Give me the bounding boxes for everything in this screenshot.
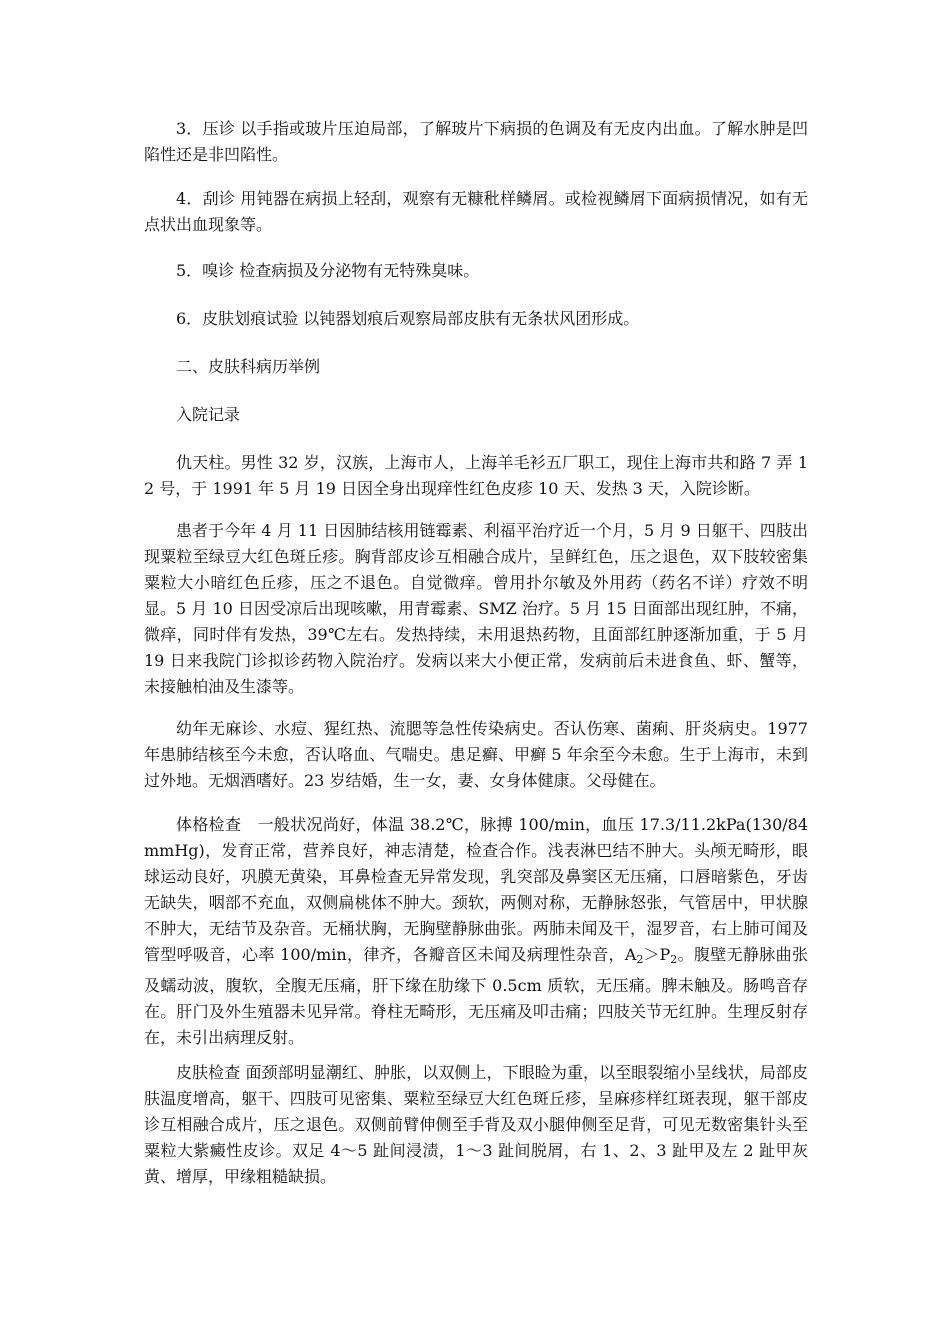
greater-than-sign: ＞: [643, 945, 660, 964]
heart-sound-p-subscript: 2: [670, 953, 678, 966]
paragraph-present-illness: 患者于今年 4 月 11 日因肺结核用链霉素、利福平治疗近一个月，5 月 9 日躯干、四肢出现粟粒至绿豆大红色斑丘疹。胸背部皮诊互相融合成片，呈鲜红色，压之退色，双下肢较密集粟粒大小暗红色丘疹，压之不退色。自觉微痒。曾用扑尔敏及外用药（药名不详）疗效不明显。5 月 10 日因受凉后出现咳嗽，用青霉素、SMZ 治疗。5 月 15 日面部出现红肿，不痛，微痒，同时伴有发热，39℃左右。发热持续，未用退热药物，且面部红肿逐渐加重，于 5 月 19 日来我院门诊拟诊药物入院治疗。发病以来大小便正常，发病前后未进食鱼、虾、蟹等，未接触柏油及生漆等。: [144, 521, 808, 696]
paragraph-patient-info: 仇天柱。男性 32 岁，汉族，上海市人，上海羊毛衫五厂职工，现住上海市共和路 7 弄 12 号，于 1991 年 5 月 19 日因全身出现痒性红色皮疹 10 天、发热 3 天，入院诊断。: [144, 453, 808, 498]
paragraph-skin-exam: 皮肤检查 面颈部明显潮红、肿胀，以双侧上，下眼睑为重，以至眼裂缩小呈线状，局部皮肤温度增高，躯干、四肢可见密集、粟粒至绿豆大红色斑丘疹，呈麻疹样红斑表现，躯干部皮诊互相融合成片，压之退色。双侧前臂伸侧至手背及双小腿伸侧至足背，可见无数密集针头至粟粒大紫癜性皮诊。双足 4～5 趾间浸渍，1～3 趾间脱屑，右 1、2、3 趾甲及左 2 趾甲灰黄、增厚，甲缘粗糙缺损。: [144, 1063, 808, 1186]
section-heading-admission-record: 入院记录: [176, 405, 241, 424]
paragraph-dermographism-test: 6．皮肤划痕试验 以钝器划痕后观察局部皮肤有无条状风团形成。: [176, 309, 640, 328]
paragraph-scraping-exam: 4．刮诊 用钝器在病损上轻刮，观察有无糠秕样鳞屑。或检视鳞屑下面病损情况，如有无点状出血现象等。: [144, 189, 808, 234]
paragraph-past-history: 幼年无麻诊、水痘、猩红热、流腮等急性传染病史。否认伤寒、菌痢、肝炎病史。1977 年患肺结核至今未愈，否认咯血、气喘史。患足癣、甲癣 5 年余至今未愈。生于上海市，未到过外地。无烟酒嗜好。23 岁结婚，生一女，妻、女身体健康。父母健在。: [144, 719, 808, 790]
physical-exam-text-1: 体格检查 一般状况尚好，体温 38.2℃，脉搏 100/min，血压 17.3/11.2kPa(130/84mmHg)，发育正常，营养良好，神志清楚，检查合作。浅表淋巴结不肿大。头颅无畸形，眼球运动良好，巩膜无黄染，耳鼻检查无异常发现，乳突部及鼻窦区无压痛，口唇暗紫色，牙齿无缺失，咽部不充血，双侧扁桃体不肿大。颈软，两侧对称，无静脉怒张，气管居中，甲状腺不肿大，无结节及杂音。无桶状胸，无胸壁静脉曲张。两肺未闻及干，湿罗音，右上肺可闻及管型呼吸音，心率 100/min，律齐，各瓣音区未闻及病理性杂音，: [144, 815, 808, 964]
paragraph-physical-exam: [144, 812, 808, 1051]
physical-exam-text-2: 。腹壁无静脉曲张及蠕动波，腹软，全腹无压痛，肝下缘在肋缘下 0.5cm 质软，无压痛。脾未触及。肠鸣音存在。肝门及外生殖器未见异常。脊柱无畸形，无压痛及叩击痛；四肢关节无红肿。生理反射存在，未引出病理反射。: [144, 945, 808, 1047]
heart-sound-a: A: [624, 945, 637, 964]
heart-sound-p: P: [659, 945, 671, 964]
heart-sound-a-subscript: 2: [636, 953, 644, 966]
paragraph-smell-exam: 5．嗅诊 检查病损及分泌物有无特殊臭味。: [176, 261, 480, 280]
paragraph-pressure-exam: 3．压诊 以手指或玻片压迫局部，了解玻片下病损的色调及有无皮内出血。了解水肿是凹陷性还是非凹陷性。: [144, 119, 808, 164]
section-heading-case-example: 二、皮肤科病历举例: [176, 357, 321, 376]
